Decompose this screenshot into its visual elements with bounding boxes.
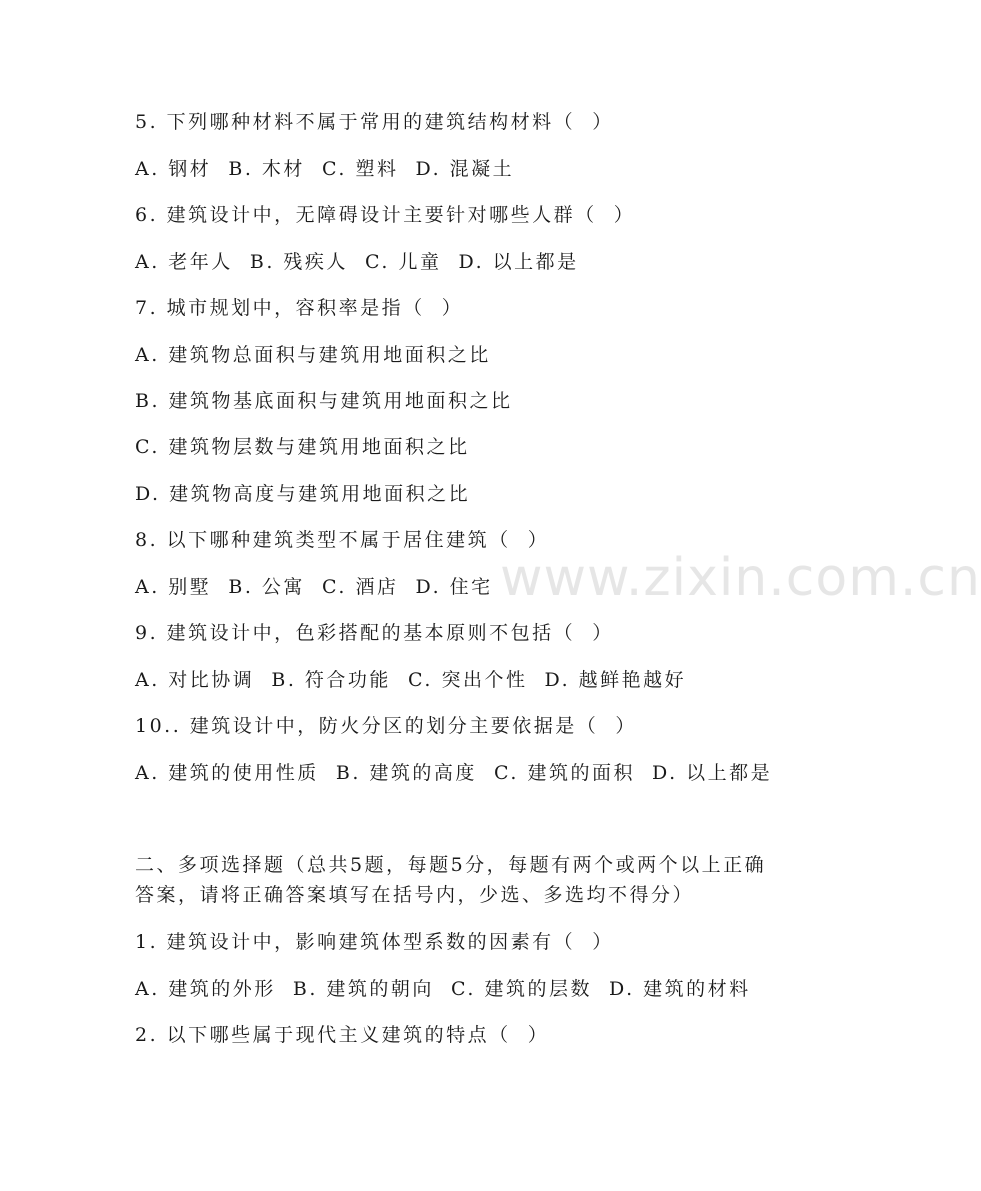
multi-question-1-options: A. 建筑的外形 B. 建筑的朝向 C. 建筑的层数 D. 建筑的材料 xyxy=(135,978,751,1000)
question-7-option-b: B. 建筑物基底面积与建筑用地面积之比 xyxy=(135,390,513,412)
question-6-options: A. 老年人 B. 残疾人 C. 儿童 D. 以上都是 xyxy=(135,251,579,273)
section-2-heading: 二、多项选择题（总共5题，每题5分，每题有两个或两个以上正确答案，请将正确答案填写在括号内，少选、多选均不得分） xyxy=(135,854,767,906)
question-9-options: A. 对比协调 B. 符合功能 C. 突出个性 D. 越鲜艳越好 xyxy=(135,669,687,691)
question-5: 5. 下列哪种材料不属于常用的建筑结构材料（ ） xyxy=(135,111,614,133)
question-6: 6. 建筑设计中，无障碍设计主要针对哪些人群（ ） xyxy=(135,204,636,226)
question-10: 10.. 建筑设计中，防火分区的划分主要依据是（ ） xyxy=(135,715,637,737)
question-7: 7. 城市规划中，容积率是指（ ） xyxy=(135,297,464,319)
question-5-options: A. 钢材 B. 木材 C. 塑料 D. 混凝土 xyxy=(135,158,515,180)
question-10-options: A. 建筑的使用性质 B. 建筑的高度 C. 建筑的面积 D. 以上都是 xyxy=(135,762,773,784)
multi-question-1: 1. 建筑设计中，影响建筑体型系数的因素有（ ） xyxy=(135,931,614,953)
question-8: 8. 以下哪种建筑类型不属于居住建筑（ ） xyxy=(135,529,550,551)
question-9: 9. 建筑设计中，色彩搭配的基本原则不包括（ ） xyxy=(135,622,614,644)
question-8-options: A. 别墅 B. 公寓 C. 酒店 D. 住宅 xyxy=(135,576,493,598)
question-7-option-d: D. 建筑物高度与建筑用地面积之比 xyxy=(135,483,471,505)
watermark: www.zixin.com.cn xyxy=(500,548,981,608)
multi-question-2: 2. 以下哪些属于现代主义建筑的特点（ ） xyxy=(135,1024,550,1046)
question-7-option-c: C. 建筑物层数与建筑用地面积之比 xyxy=(135,436,470,458)
question-7-option-a: A. 建筑物总面积与建筑用地面积之比 xyxy=(135,344,491,366)
